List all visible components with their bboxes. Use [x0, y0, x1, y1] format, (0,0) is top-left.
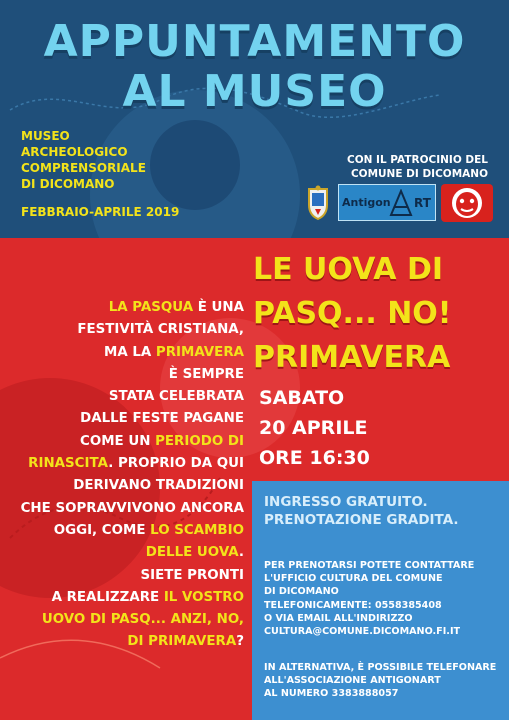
poster-title-line-2: AL MUSEO — [122, 66, 387, 117]
event-title-line: PRIMAVERA — [253, 340, 451, 375]
description-text: È SEMPRE — [168, 366, 244, 382]
antigonart-logo-text: RT — [414, 196, 431, 210]
admission-line: PRENOTAZIONE GRADITA. — [264, 512, 459, 528]
description-line — [10, 408, 244, 430]
description-line — [10, 609, 244, 631]
description-line — [10, 386, 244, 408]
description-text: CHE SOPRAVVIVONO ANCORA — [20, 500, 244, 516]
description-text: FESTIVITÀ CRISTIANA, — [77, 322, 244, 338]
patronage-line: CON IL PATROCINIO DEL — [346, 154, 488, 166]
description-line — [10, 453, 244, 475]
header-band — [0, 0, 509, 238]
description-text: DALLE FESTE PAGANE — [80, 411, 244, 427]
description-text: È UNA — [193, 300, 244, 315]
admission-line: INGRESSO GRATUITO. — [264, 494, 428, 510]
event-description — [10, 297, 244, 654]
description-line — [10, 342, 244, 364]
description-text: COME UN — [80, 433, 156, 449]
event-title-line: LE UOVA DI — [253, 252, 444, 287]
highlighted-text: DI PRIMAVERA — [127, 634, 237, 650]
booking-contacts — [264, 559, 502, 638]
event-title — [253, 248, 452, 380]
description-line — [10, 297, 244, 319]
booking-line: PER PRENOTARSI POTETE CONTATTARE — [264, 560, 475, 571]
alternative-contact — [264, 661, 496, 701]
description-line — [10, 565, 244, 587]
booking-info-box — [252, 481, 509, 720]
highlighted-text: PRIMAVERA — [155, 344, 244, 360]
description-line — [10, 587, 244, 609]
description-text: MA LA — [104, 344, 156, 360]
description-text: . — [238, 545, 244, 561]
description-text: STATA CELEBRATA — [108, 389, 244, 405]
highlighted-text: IL VOSTRO — [163, 589, 244, 605]
description-text: A REALIZZARE — [51, 589, 164, 605]
mask-icon — [441, 184, 493, 222]
highlighted-text: LA PASQUA — [108, 300, 194, 315]
description-line — [10, 475, 244, 497]
event-title-line: PASQ... NO! — [253, 296, 452, 331]
event-datetime — [259, 383, 370, 473]
museum-name-line: DI DICOMANO — [21, 177, 115, 191]
highlighted-text: RINASCITA — [28, 456, 109, 472]
alternative-line: AL NUMERO 3383888057 — [264, 688, 399, 700]
description-line — [10, 520, 244, 542]
antigonart-logo-text: Antigon — [342, 196, 391, 209]
booking-line: O VIA EMAIL ALL'INDIRIZZO — [264, 612, 413, 624]
mask-logo — [441, 184, 493, 222]
event-time: ORE 16:30 — [259, 447, 370, 469]
booking-line: L'UFFICIO CULTURA DEL COMUNE — [264, 573, 443, 585]
description-text: OGGI, COME — [53, 522, 151, 538]
sponsor-logos — [303, 183, 493, 223]
booking-line: DI DICOMANO — [264, 586, 339, 598]
description-text: DERIVANO TRADIZIONI — [73, 478, 244, 494]
description-line — [10, 431, 244, 453]
highlighted-text: PERIODO DI — [155, 433, 244, 449]
phone-line: TELEFONICAMENTE: 0558385408 — [264, 599, 442, 611]
event-date: 20 APRILE — [259, 417, 368, 439]
museum-name — [21, 128, 191, 192]
email-line: CULTURA@COMUNE.DICOMANO.FI.IT — [264, 626, 461, 638]
event-day: SABATO — [259, 387, 345, 409]
highlighted-text: UOVO DI PASQ... ANZI, NO, — [41, 612, 244, 628]
alternative-line: ALL'ASSOCIAZIONE ANTIGONART — [264, 675, 441, 687]
description-line — [10, 631, 244, 653]
highlighted-text: LO SCAMBIO — [150, 522, 244, 538]
patronage-text — [347, 153, 488, 181]
description-line — [10, 319, 244, 341]
municipal-crest-logo — [303, 185, 333, 221]
description-text: SIETE PRONTI — [140, 567, 244, 583]
poster-title-line-1: APPUNTAMENTO — [43, 16, 466, 67]
description-text: . PROPRIO DA QUI — [108, 456, 244, 472]
museum-name-line: ARCHEOLOGICO — [21, 145, 128, 159]
description-line — [10, 498, 244, 520]
highlighted-text: DELLE UOVA — [145, 545, 239, 561]
antigonart-logo — [338, 184, 436, 221]
admission-info — [264, 493, 459, 529]
season-dates: FEBBRAIO-APRILE 2019 — [21, 205, 180, 219]
museum-name-line: COMPRENSORIALE — [21, 161, 146, 175]
description-line — [10, 364, 244, 386]
museum-name-line: MUSEO — [21, 129, 70, 143]
antigonart-a-mark-icon — [389, 189, 413, 217]
alternative-line: IN ALTERNATIVA, È POSSIBILE TELEFONARE — [264, 662, 497, 673]
patronage-line: COMUNE DI DICOMANO — [350, 168, 488, 180]
description-text: ? — [236, 634, 244, 650]
description-line — [10, 542, 244, 564]
